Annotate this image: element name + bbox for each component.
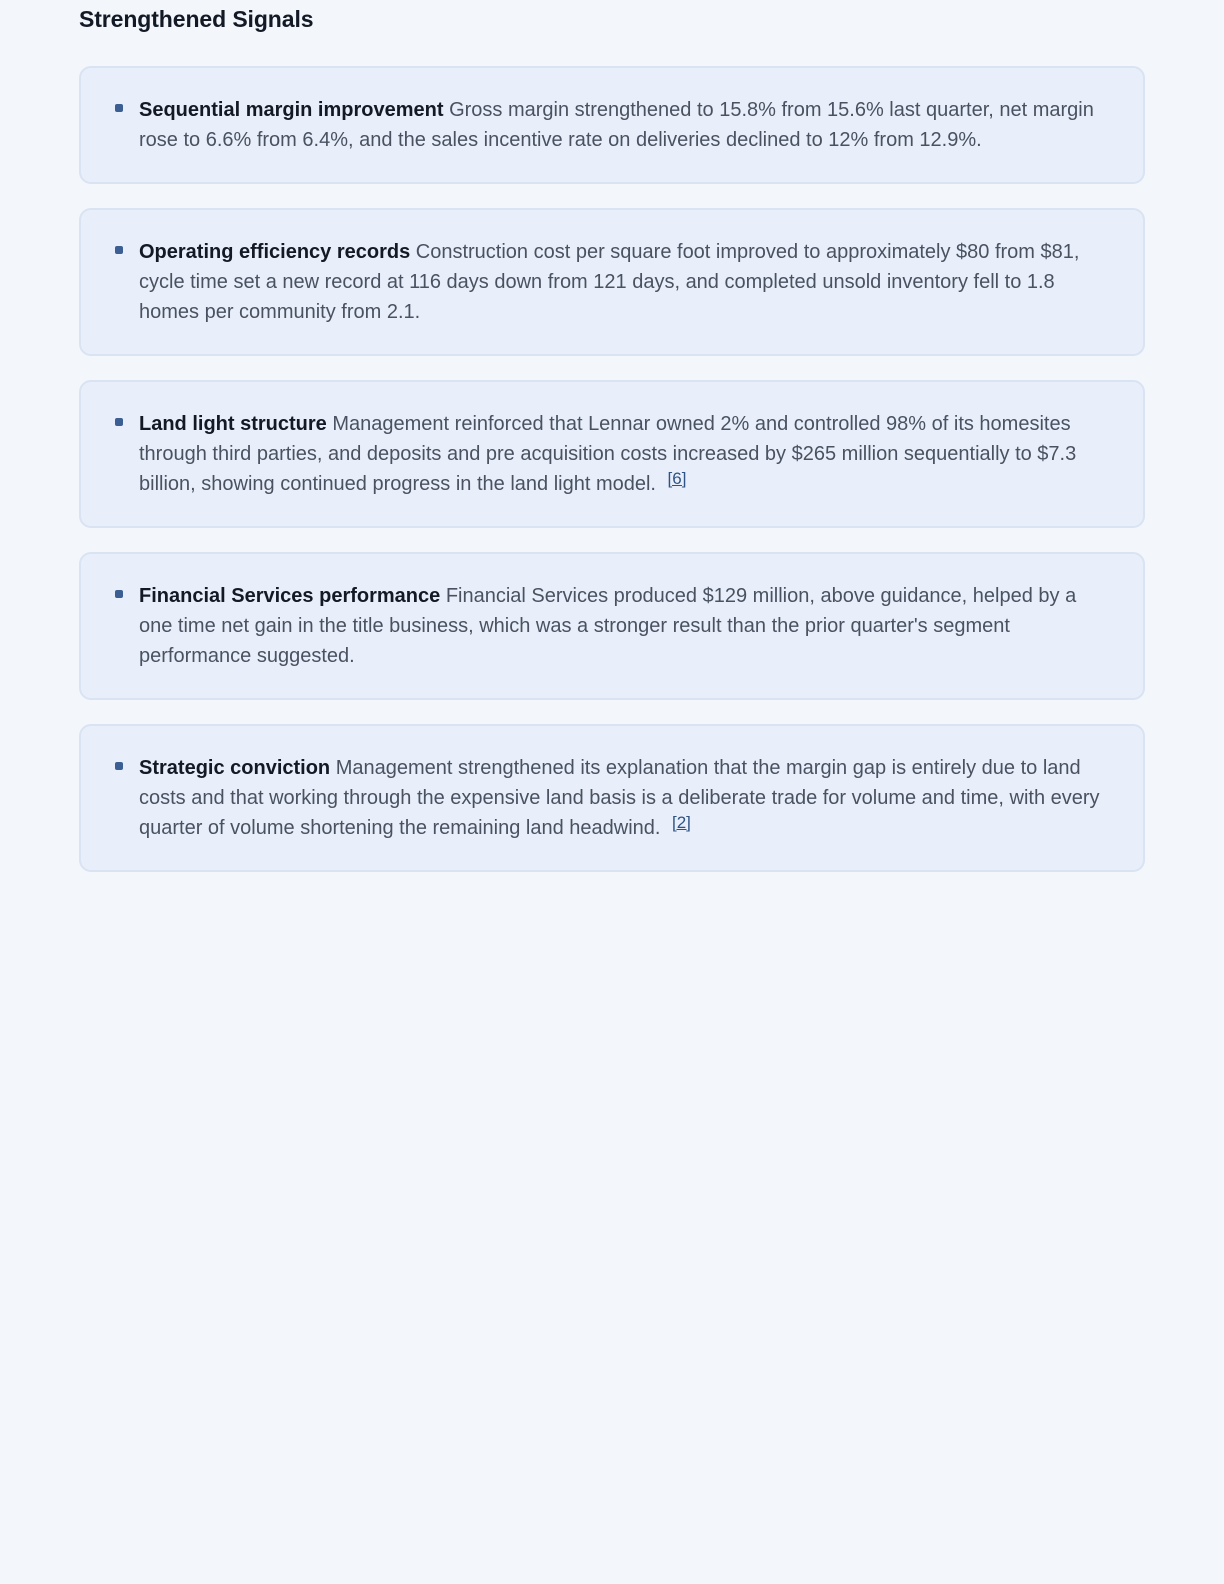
signal-card-sequential-margin: [79, 66, 1145, 184]
signal-card-strategic-conviction: [79, 724, 1145, 872]
section-title: Strengthened Signals: [79, 6, 314, 32]
square-bullet-icon: [115, 418, 123, 426]
square-bullet-icon: [115, 590, 123, 598]
square-bullet-icon: [115, 104, 123, 112]
signal-body: Management strengthened its explanation that the margin gap is entirely due to land costs and that working through the expensive land basis is a deliberate trade for volume and time, with every quarter of volume shortening the remaining land headwind.: [139, 757, 1100, 839]
citation-link[interactable]: [2]: [672, 813, 691, 832]
square-bullet-icon: [115, 246, 123, 254]
signal-card-land-light: [79, 380, 1145, 528]
signal-body: Management reinforced that Lennar owned 2% and controlled 98% of its homesites through third parties, and deposits and pre acquisition costs increased by $265 million sequentially to $7.3 billion, showing continued progress in the land light model.: [139, 413, 1077, 495]
signal-body: Gross margin strengthened to 15.8% from 15.6% last quarter, net margin rose to 6.6% from 6.4%, and the sales incentive rate on deliveries declined to 12% from 12.9%.: [139, 99, 1094, 151]
signal-card-financial-services: [79, 552, 1145, 700]
signal-body: Construction cost per square foot improved to approximately $80 from $81, cycle time set a new record at 116 days down from 121 days, and completed unsold inventory fell to 1.8 homes per community from 2.1.: [139, 241, 1080, 323]
signal-card-operating-efficiency: [79, 208, 1145, 356]
signal-title: Strategic conviction: [139, 757, 331, 779]
signal-title: Financial Services performance: [139, 585, 441, 607]
citation-link[interactable]: [6]: [667, 469, 687, 488]
signal-list: [79, 66, 1145, 872]
square-bullet-icon: [115, 762, 123, 770]
signal-title: Land light structure: [139, 413, 327, 435]
signal-title: Sequential margin improvement: [139, 99, 444, 121]
signal-title: Operating efficiency records: [139, 241, 411, 263]
signal-body: Financial Services produced $129 million, above guidance, helped by a one time net gain in the title business, which was a stronger result than the prior quarter's segment performance suggested.: [139, 585, 1077, 667]
